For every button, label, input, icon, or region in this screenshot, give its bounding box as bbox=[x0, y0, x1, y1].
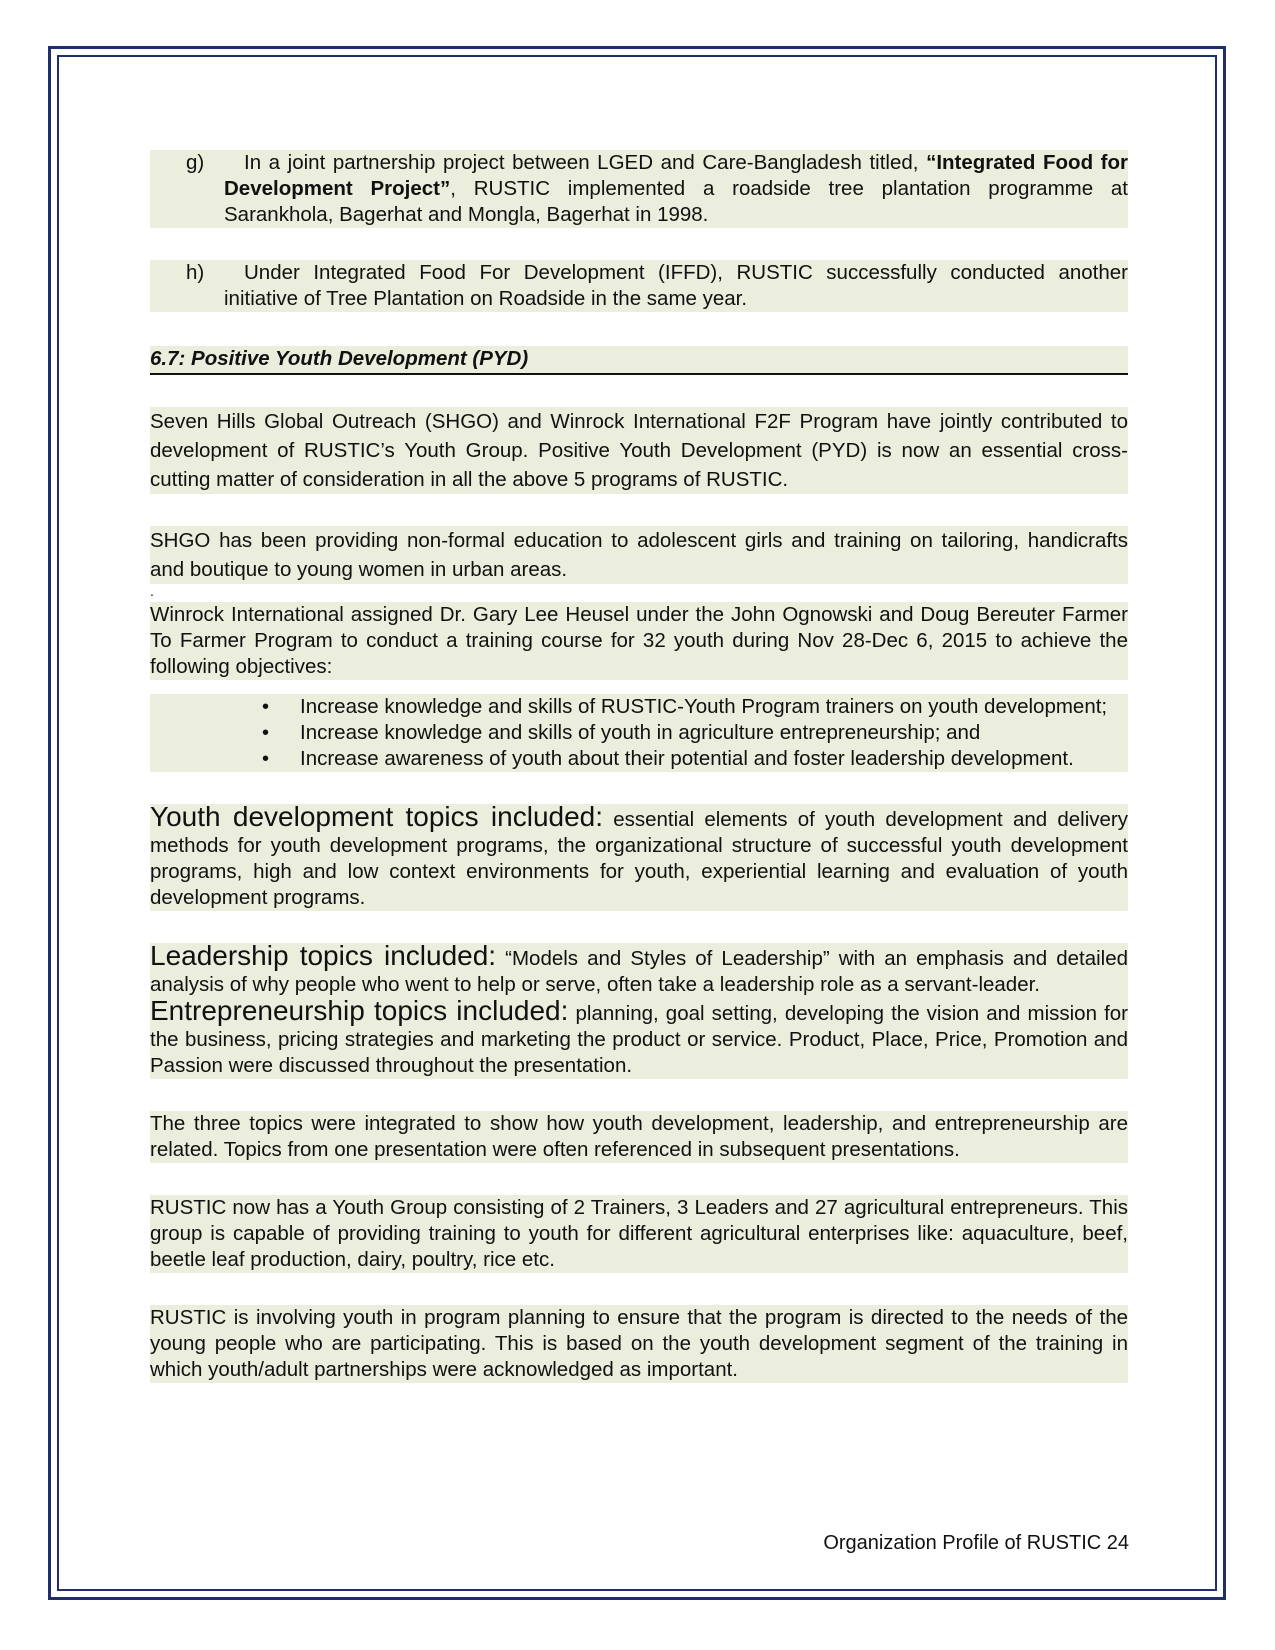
list-item-text: Under Integrated Food For Development (IFFD), RUSTIC successfully conducted another initiative of Tree Plantation on Roadside in the same year. bbox=[224, 261, 1128, 310]
entrepreneurship-topics-text: planning, goal setting, developing the vision and mission for the business, pricing strategies and marketing the product or service. Product, Place, Price, Promotion and Passion were discussed throughout the presentation. bbox=[150, 1002, 1128, 1077]
paragraph-shgo-winrock: Seven Hills Global Outreach (SHGO) and Winrock International F2F Program have jointly contributed to development of RUSTIC’s Youth Group. Positive Youth Development (PYD) is now an essential cross-cutting matter of consideration in all the above 5 programs of RUSTIC. bbox=[150, 407, 1128, 494]
paragraph-leadership-topics bbox=[150, 940, 1129, 998]
list-item-text-pre: In a joint partnership project between LGED and Care-Bangladesh titled, bbox=[244, 151, 927, 174]
objective-item: • Increase knowledge and skills of youth in agriculture entrepreneurship; and bbox=[150, 720, 1128, 746]
paragraph-winrock-training: Winrock International assigned Dr. Gary Lee Heusel under the John Ognowski and Doug Bereuter Farmer To Farmer Program to conduct a training course for 32 youth during Nov 28-Dec 6, 2015 to achieve the following objectives: bbox=[150, 603, 1128, 678]
list-marker: g) bbox=[186, 151, 205, 174]
paragraph-shgo-education: SHGO has been providing non-formal education to adolescent girls and training on tailoring, handicrafts and boutique to young women in urban areas. bbox=[150, 526, 1128, 584]
page-footer: Organization Profile of RUSTIC 24 bbox=[823, 1532, 1129, 1554]
objective-item: • Increase awareness of youth about their potential and foster leadership development. bbox=[150, 746, 1128, 772]
youth-topics-text: essential elements of youth development and delivery methods for youth development programs, the organizational structure of successful youth development programs, high and low context environments for youth, experiential learning and evaluation of youth development programs. bbox=[150, 808, 1128, 909]
list-item-text-post: , RUSTIC implemented a roadside tree plantation programme at Sarankhola, Bagerhat and Mongla, Bagerhat in 1998. bbox=[224, 177, 1128, 226]
section-heading: 6.7: Positive Youth Development (PYD) bbox=[150, 346, 1128, 375]
document-body bbox=[150, 150, 1128, 1383]
paragraph-program-planning: RUSTIC is involving youth in program planning to ensure that the program is directed to the needs of the young people who are participating. This is based on the youth development segment of the training in which youth/adult partnerships were acknowledged as important. bbox=[150, 1306, 1128, 1381]
list-marker: h) bbox=[186, 261, 205, 284]
paragraph-integration: The three topics were integrated to show how youth development, leadership, and entrepreneurship are related. Topics from one presentation were often referenced in subsequent presentations. bbox=[150, 1112, 1128, 1161]
stray-period: . bbox=[150, 583, 154, 599]
paragraph-youth-group: RUSTIC now has a Youth Group consisting of 2 Trainers, 3 Leaders and 27 agricultural entrepreneurs. This group is capable of providing training to youth for different agricultural enterprises like: aquaculture, beef, beetle leaf production, dairy, poultry, rice etc. bbox=[150, 1196, 1128, 1271]
paragraph-entrepreneurship-topics bbox=[150, 995, 1128, 1079]
paragraph-youth-topics bbox=[150, 801, 1128, 911]
leadership-topics-lead: Leadership topics included: bbox=[150, 940, 497, 971]
list-item-h bbox=[150, 260, 1128, 312]
entrepreneurship-topics-lead: Entrepreneurship topics included: bbox=[150, 995, 569, 1026]
objectives-list bbox=[150, 694, 1128, 772]
project-title: “Integrated Food for Development Project” bbox=[224, 151, 1128, 200]
youth-topics-lead: Youth development topics included: bbox=[150, 801, 604, 832]
objective-item: • Increase knowledge and skills of RUSTIC-Youth Program trainers on youth development; bbox=[150, 694, 1128, 720]
list-item-g bbox=[150, 150, 1128, 228]
leadership-topics-text: “Models and Styles of Leadership” with an emphasis and detailed analysis of why people who went to help or serve, often take a leadership role as a servant-leader. bbox=[150, 947, 1129, 996]
